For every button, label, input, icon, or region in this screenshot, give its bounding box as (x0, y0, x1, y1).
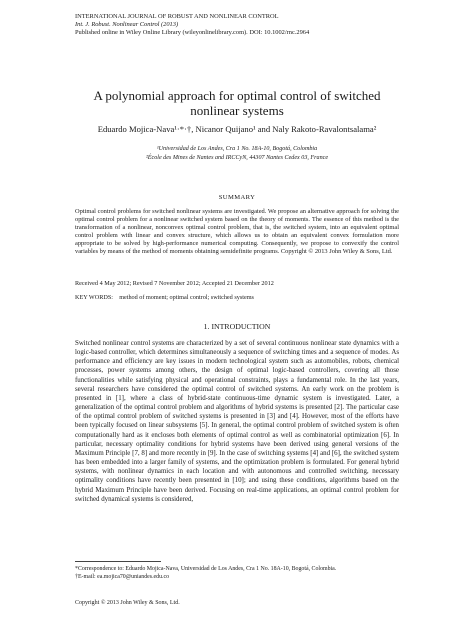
journal-name: INTERNATIONAL JOURNAL OF ROBUST AND NONLINEAR CONTROL (75, 13, 279, 20)
introduction-body: Switched nonlinear control systems are characterized by a set of several continuous nonlinear state dynamics with a logic-based controller, which determines simultaneously a sequence of switching times and a sequence of modes. As performance and efficiency are key issues in modern technological system such as automobiles, robots, chemical processes, power systems among others, the design of optimal logic-based controllers, covering all those functionalities while satisfying physical and operational constraints, plays a fundamental role. In the last years, several researchers have considered the optimal control of switched systems. An early work on the problem is presented in [1], where a class of hybrid-state continuous-time dynamic system is investigated. Later, a generalization of the optimal control problem and algorithms of hybrid systems is presented [2]. The particular case of the optimal control problem of switched systems is presented in [3] and [4]. However, most of the efforts have been typically focused on linear subsystems [5]. In general, the optimal control problem of switched system is often computationally hard as it encloses both elements of optimal control as well as combinatorial optimization [6]. In particular, necessary optimality conditions for hybrid systems have been derived using general versions of the Maximum Principle [7, 8] and more recently in [9]. In the case of switching systems [4] and [6], the switched system has been embedded into a larger family of systems, and the optimization problem is formulated. For general hybrid systems, with nonlinear dynamics in each location and with autonomous and controlled switching, necessary optimality conditions have recently been presented in [10]; and using these conditions, algorithms based on the hybrid Maximum Principle have been derived. Focusing on real-time applications, an optimal control problem for switched dynamical systems is considered, (75, 340, 399, 503)
affiliations (40, 145, 434, 163)
keywords-text: method of moment; optimal control; switched systems (119, 294, 254, 301)
journal-header (75, 13, 405, 38)
author-list: Eduardo Mojica-Nava¹·*·†, Nicanor Quijano¹ and Naly Rakoto-Ravalontsalama² (97, 124, 377, 134)
affiliation-2: ²École des Mines de Nantes and IRCCyN, 44307 Nantes Cedex 03, France (145, 154, 329, 161)
keywords-line (75, 294, 399, 301)
keywords-label: KEY WORDS: (75, 294, 113, 301)
copyright-notice: Copyright © 2013 John Wiley & Sons, Ltd. (75, 600, 180, 606)
summary-heading: SUMMARY (218, 194, 256, 201)
submission-dates: Received 4 May 2012; Revised 7 November 2012; Accepted 21 December 2012 (75, 280, 274, 287)
footnote-correspondence: *Correspondence to: Eduardo Mojica-Nava, Universidad de Los Andes, Cra 1 No. 18A-10, Bogotá, Colombia. (75, 566, 337, 572)
section-heading-introduction: 1. INTRODUCTION (203, 322, 271, 331)
journal-citation: Int. J. Robust. Nonlinear Control (2013) (75, 21, 179, 29)
footnotes (75, 565, 399, 581)
title-line-2: nonlinear systems (190, 103, 284, 118)
title-line-1: A polynomial approach for optimal control of switched (93, 88, 381, 103)
affiliation-1: ¹Universidad de Los Andes, Cra 1 No. 18A-10, Bogotá, Colombia (156, 146, 318, 152)
footnote-divider (75, 561, 161, 562)
footnote-email: †E-mail: ea.mojica70@uniandes.edu.co (75, 574, 170, 580)
paper-title (60, 88, 414, 118)
publication-info: Published online in Wiley Online Library (wileyonlinelibrary.com). DOI: 10.1002/rnc.2964 (75, 29, 310, 37)
abstract-text: Optimal control problems for switched nonlinear systems are investigated. We propose an alternative approach for solving the optimal control problem for a nonlinear switched system based on the theory of moments. The essence of this method is the transformation of a nonlinear, nonconvex optimal control problem, that is, the switched system, into an equivalent optimal control problem with linear and convex structure, which allows us to obtain an equivalent convex formulation more appropriate to be solved by high-performance numerical computing. Consequently, we propose to convexify the control variables by means of the method of moments obtaining semidefinite programs. Copyright © 2013 John Wiley & Sons, Ltd. (75, 208, 399, 256)
